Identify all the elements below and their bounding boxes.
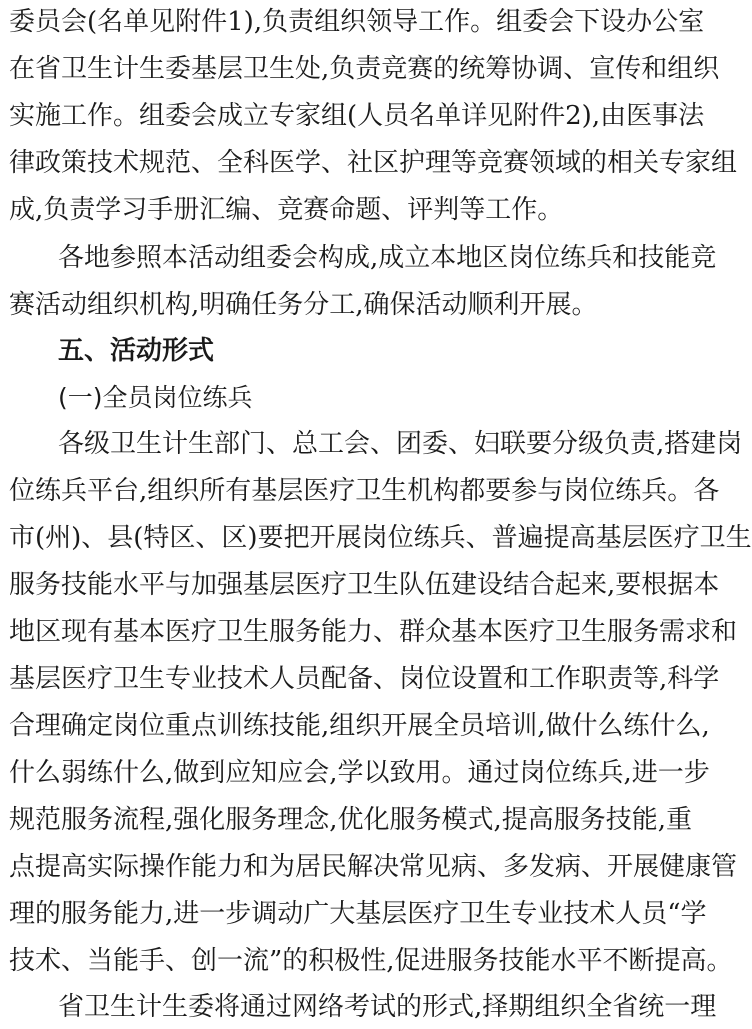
paragraph-training-line-7: 合理确定岗位重点训练技能,组织开展全员培训,做什么练什么, (9, 711, 710, 741)
paragraph-training-line-12: 技术、当能手、创一流”的积极性,促进服务技能水平不断提高。 (9, 946, 733, 976)
paragraph-org-line-2: 在省卫生计生委基层卫生处,负责竞赛的统筹协调、宣传和组织 (9, 54, 720, 84)
subsection-heading: (一)全员岗位练兵 (58, 383, 253, 412)
paragraph-training-line-1: 各级卫生计生部门、总工会、团委、妇联要分级负责,搭建岗 (58, 429, 743, 459)
paragraph-training-line-9: 规范服务流程,强化服务理念,优化服务模式,提高服务技能,重 (9, 805, 693, 835)
paragraph-org-line-1: 委员会(名单见附件1),负责组织领导工作。组委会下设办公室 (9, 7, 705, 37)
paragraph-local-line-1: 各地参照本活动组委会构成,成立本地区岗位练兵和技能竞 (58, 243, 717, 273)
paragraph-training-line-10: 点提高实际操作能力和为居民解决常见病、多发病、开展健康管 (9, 852, 738, 882)
paragraph-training-line-4: 服务技能水平与加强基层医疗卫生队伍建设结合起来,要根据本 (9, 570, 720, 600)
paragraph-org-line-4: 律政策技术规范、全科医学、社区护理等竞赛领域的相关专家组 (9, 148, 738, 178)
paragraph-local-line-2: 赛活动组织机构,明确任务分工,确保活动顺利开展。 (9, 290, 598, 320)
paragraph-org-line-3: 实施工作。组委会成立专家组(人员名单详见附件2),由医事法 (9, 101, 705, 131)
paragraph-training-line-2: 位练兵平台,组织所有基层医疗卫生机构都要参与岗位练兵。各 (9, 476, 720, 506)
paragraph-training-line-3: 市(州)、县(特区、区)要把开展岗位练兵、普遍提高基层医疗卫生 (9, 523, 752, 553)
paragraph-training-line-6: 基层医疗卫生专业技术人员配备、岗位设置和工作职责等,科学 (9, 664, 720, 694)
paragraph-training-line-8: 什么弱练什么,做到应知应会,学以致用。通过岗位练兵,进一步 (9, 758, 710, 788)
paragraph-exam-line-1: 省卫生计生委将通过网络考试的形式,择期组织全省统一理 (58, 992, 717, 1022)
section-heading: 五、活动形式 (58, 336, 215, 366)
paragraph-org-line-5: 成,负责学习手册汇编、竞赛命题、评判等工作。 (9, 195, 564, 225)
paragraph-training-line-5: 地区现有基本医疗卫生服务能力、群众基本医疗卫生服务需求和 (9, 617, 738, 647)
paragraph-training-line-11: 理的服务能力,进一步调动广大基层医疗卫生专业技术人员“学 (9, 899, 707, 929)
